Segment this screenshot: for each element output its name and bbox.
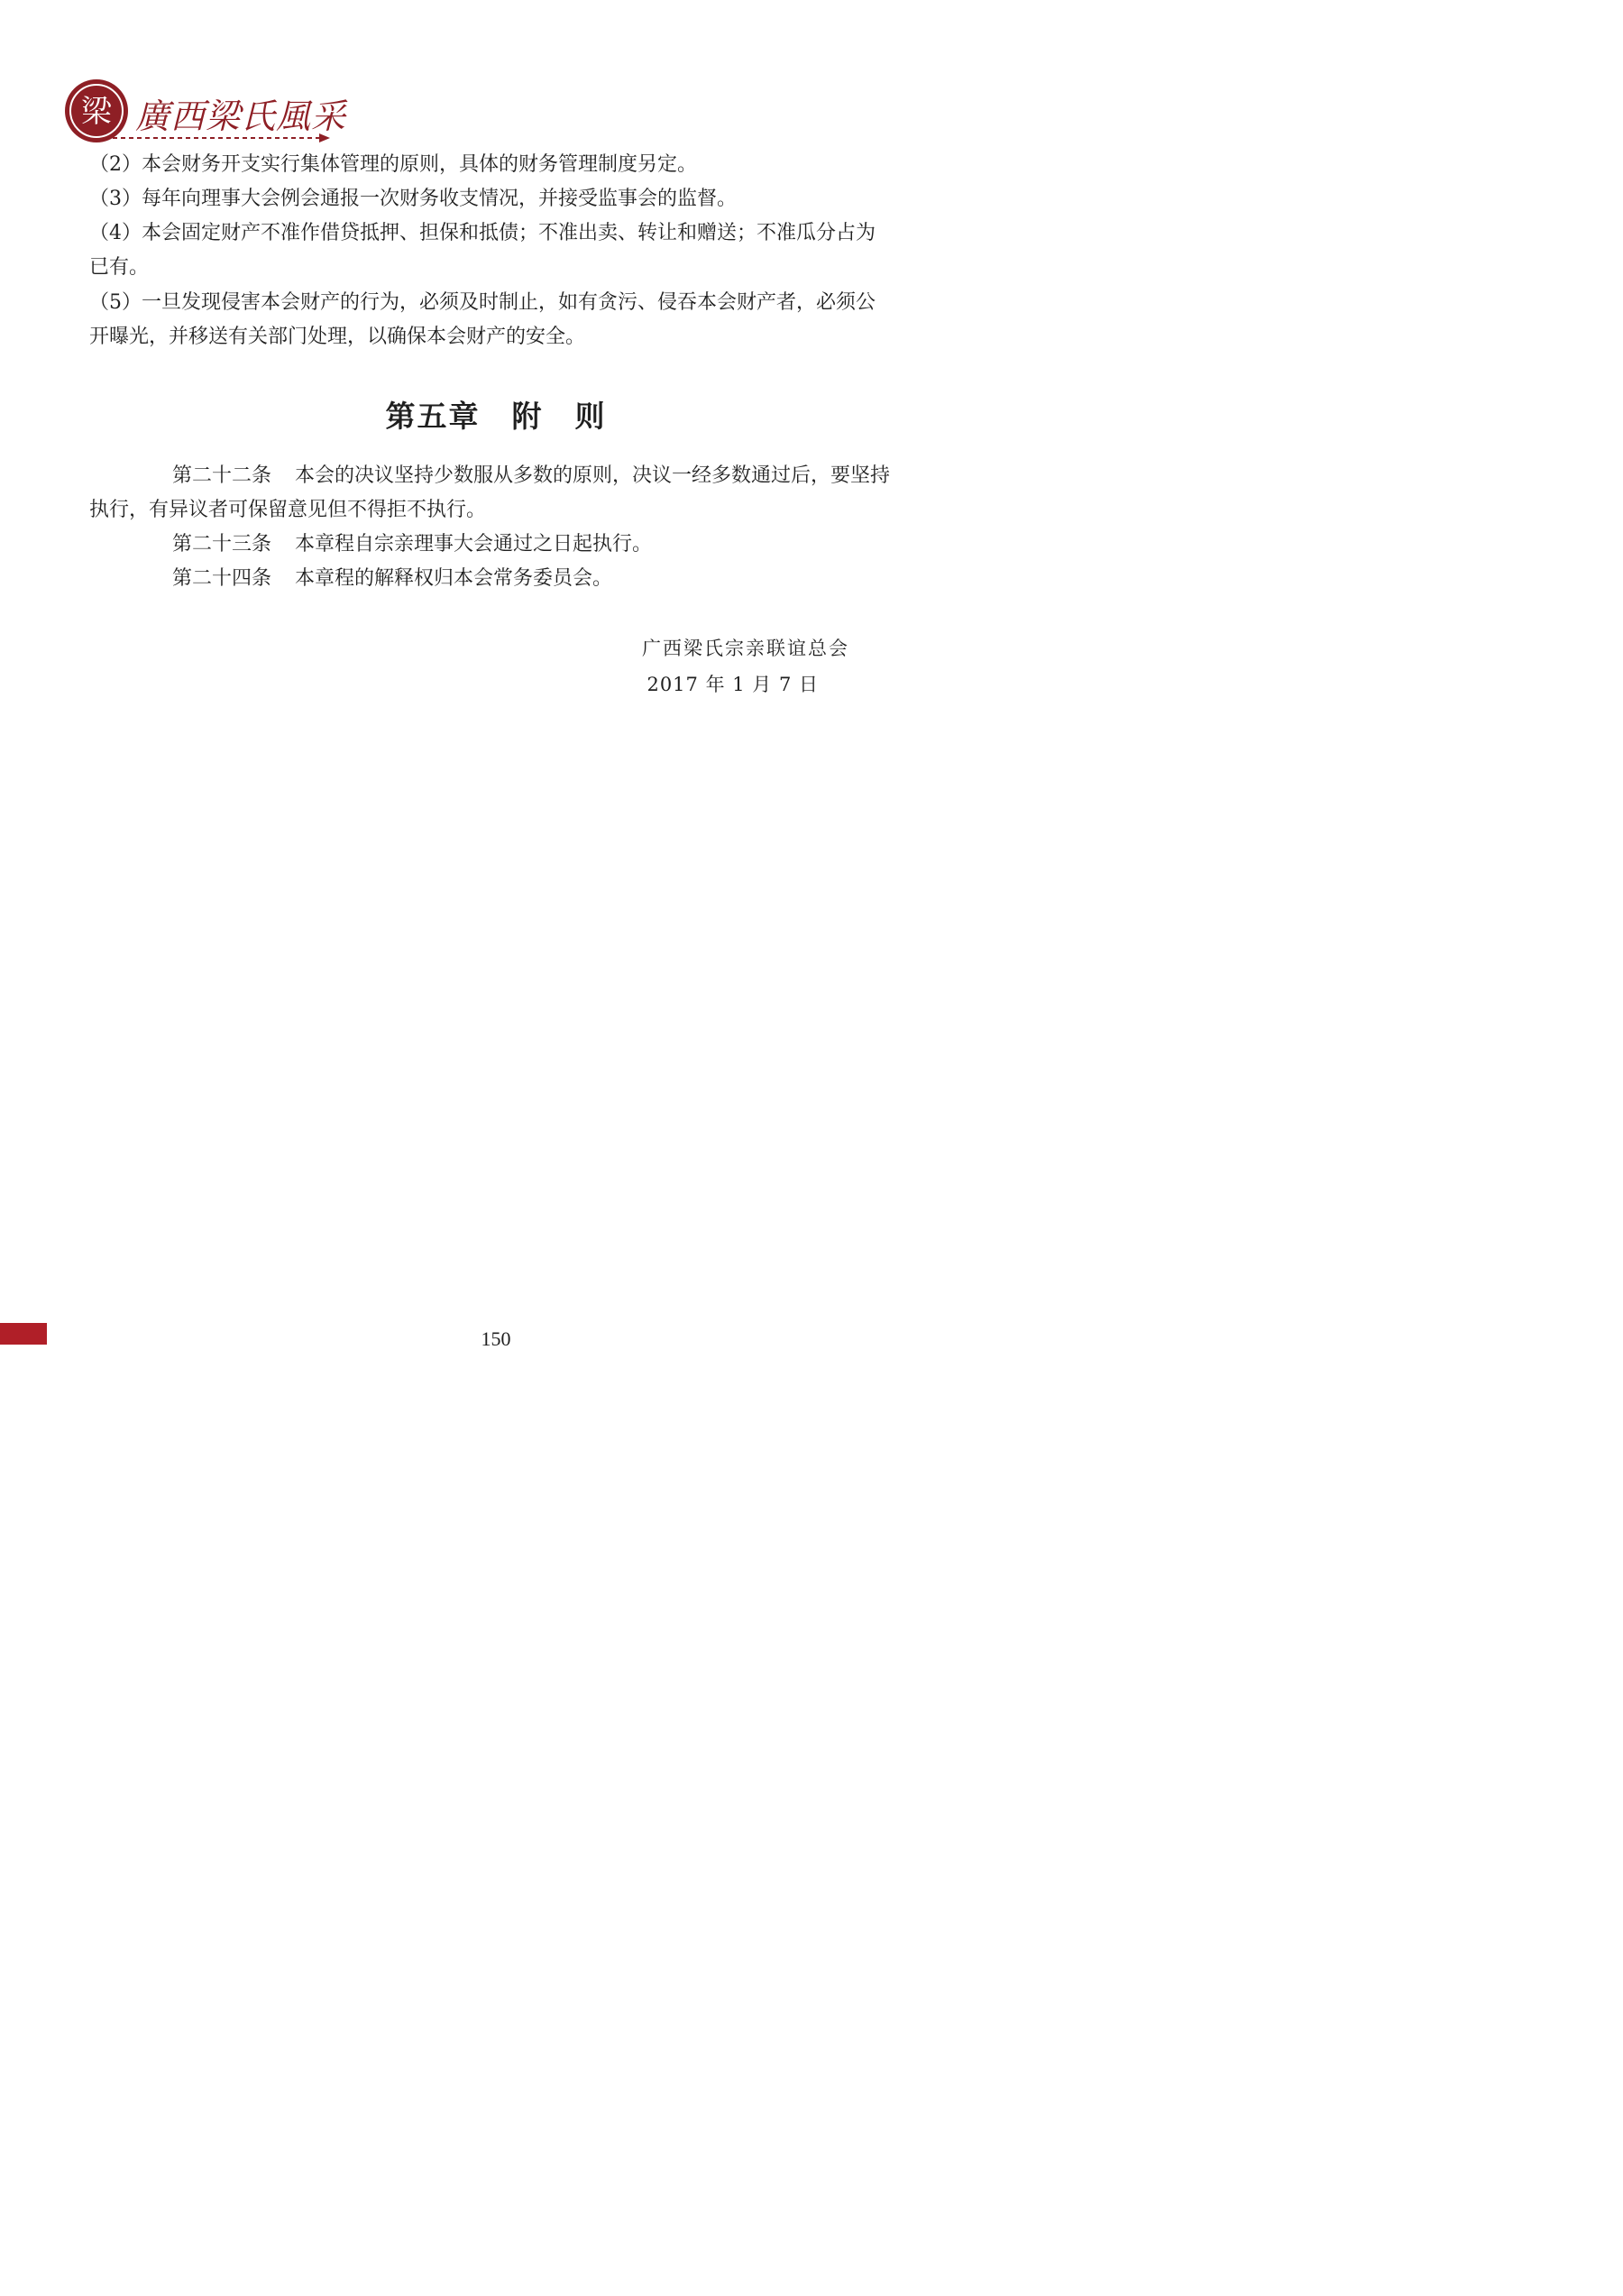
header-title: 廣西梁氏風采 (135, 96, 347, 136)
chapter-title: 第五章 附 则 (385, 399, 607, 434)
signature-organization: 广西梁氏宗亲联谊总会 (642, 638, 849, 659)
article-22-text: 本会的决议坚持少数服从多数的原则，决议一经多数通过后，要坚持执行，有异议者可保留意见但不得拒不执行。 (89, 464, 891, 521)
signature-date: 2017 年 1 月 7 日 (646, 674, 819, 695)
article-22 (89, 459, 894, 528)
article-22-label: 第二十二条 (172, 464, 272, 487)
clause-3: （3）每年向理事大会例会通报一次财务收支情况，并接受监事会的监督。 (89, 188, 737, 210)
clause-5: （5）一旦发现侵害本会财产的行为，必须及时制止，如有贪污、侵吞本会财产者，必须公开曝光，并移送有关部门处理，以确保本会财产的安全。 (89, 291, 876, 348)
article-23 (89, 528, 894, 562)
article-24 (89, 562, 894, 596)
seal-character: 梁 (81, 94, 112, 130)
article-24-label: 第二十四条 (172, 567, 272, 590)
header-logo (63, 78, 347, 146)
clause-4: （4）本会固定财产不准作借贷抵押、担保和抵债；不准出卖、转让和赠送；不准瓜分占为已有。 (89, 222, 876, 279)
article-23-label: 第二十三条 (172, 533, 272, 556)
article-24-text: 本章程的解释权归本会常务委员会。 (295, 567, 613, 590)
article-23-text: 本章程自宗亲理事大会通过之日起执行。 (295, 533, 653, 556)
header-dashed-arrow (105, 133, 330, 142)
clause-2: （2）本会财务开支实行集体管理的原则，具体的财务管理制度另定。 (89, 153, 697, 176)
page-number: 150 (481, 1327, 511, 1350)
